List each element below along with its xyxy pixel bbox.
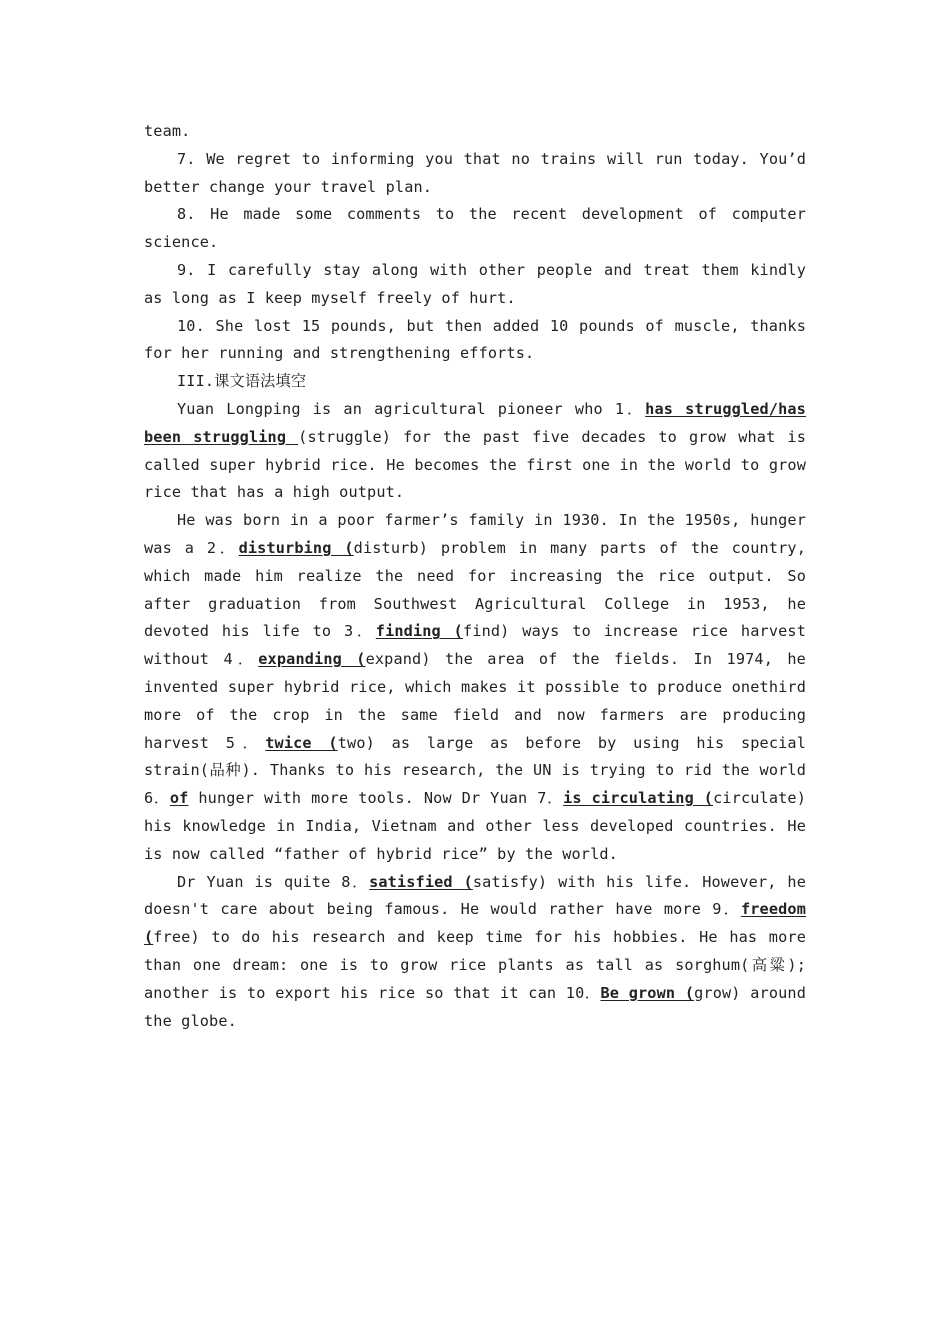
exercise-item-8	[144, 201, 806, 257]
item-text: She lost 15 pounds, but then added 10 pounds of muscle, thanks for her running and strengthening efforts.	[144, 316, 806, 363]
item-number: 10.	[177, 316, 205, 335]
passage-text: disturb) problem in many parts of the country, which made him realize the need for increasing the rice output. So after graduation from Southwest Agricultural College in 1953, he devoted his life to 3．	[144, 538, 806, 641]
answer-10: Be grown (	[600, 983, 695, 1002]
item-text: I carefully stay along with other people and treat them kindly as long as I keep myself freely of hurt.	[144, 260, 806, 307]
passage-paragraph-1	[144, 396, 806, 507]
passage-text: find) ways to increase rice harvest without 4．	[144, 622, 806, 669]
answer-9: freedom (	[144, 900, 806, 947]
passage-text: Dr Yuan is quite 8．	[177, 872, 370, 891]
answer-7: is circulating (	[563, 789, 714, 808]
item-text: We regret to informing you that no trains will run today. You’d better change your travel plan.	[144, 149, 807, 196]
exercise-item-10	[144, 313, 806, 369]
passage-paragraph-3	[144, 869, 806, 1036]
item-number: 8.	[177, 205, 196, 224]
passage-text: satisfy) with his life. However, he doesn't care about being famous. He would rather have more 9．	[144, 872, 807, 919]
answer-5: twice (	[265, 733, 338, 752]
passage-text: Yuan Longping is an agricultural pioneer who 1．	[177, 399, 646, 418]
item-number: 7.	[177, 149, 196, 168]
passage-text: He was born in a poor farmer’s family in 1930. In the 1950s, hunger was a 2．	[144, 511, 806, 557]
passage-text: free) to do his research and keep time for his hobbies. He has more than one dream: one is to grow rice plants as tall as sorghum(高粱); another is to export his rice so that it can 10．	[144, 928, 806, 1002]
section-heading: III.课文语法填空	[177, 372, 307, 391]
passage-paragraph-2	[144, 507, 806, 868]
passage-text: circulate) his knowledge in India, Vietnam and other less developed countries. He is now called “father of hybrid rice” by the world.	[144, 789, 807, 863]
passage-text: grow) around the globe.	[144, 983, 806, 1030]
answer-4: expanding (	[258, 650, 366, 669]
exercise-item-9	[144, 257, 806, 313]
answer-6: of	[169, 789, 189, 808]
continued-line: team.	[144, 122, 191, 140]
passage-text: two) as large as before by using his special strain(品种). Thanks to his research, the UN is trying to rid the world 6．	[144, 733, 807, 808]
item-text: He made some comments to the recent development of computer science.	[144, 205, 806, 252]
answer-8: satisfied (	[369, 872, 473, 891]
answer-2: disturbing (	[238, 538, 354, 557]
passage-text: expand) the area of the fields. In 1974, he invented super hybrid rice, which makes it possible to produce onethird more of the crop in the same field and now farmers are producing harvest 5．	[144, 650, 806, 752]
answer-1: has struggled/has been struggling	[144, 399, 806, 446]
exercise-item-7	[144, 146, 806, 202]
passage-text: (struggle) for the past five decades to grow what is called super hybrid rice. He becomes the first one in the world to grow rice that has a high output.	[144, 427, 806, 502]
item-number: 9.	[177, 260, 196, 279]
answer-3: finding (	[375, 622, 463, 641]
passage-text: hunger with more tools. Now Dr Yuan 7．	[188, 789, 564, 808]
